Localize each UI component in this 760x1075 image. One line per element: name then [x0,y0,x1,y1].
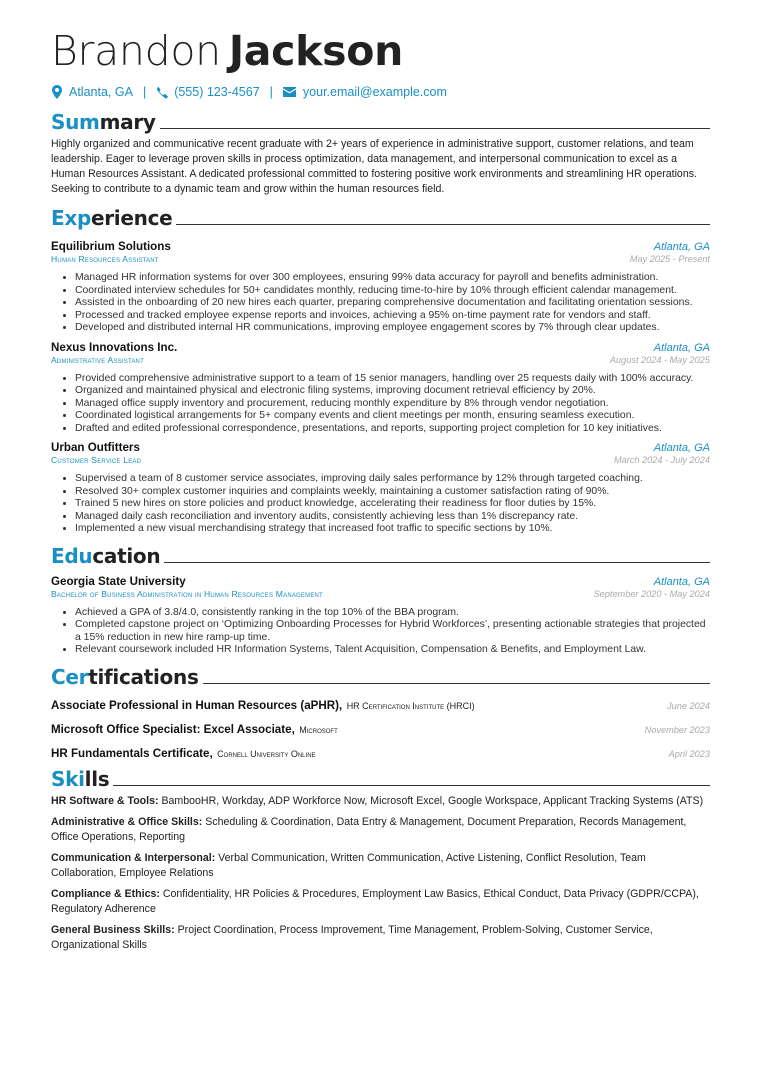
experience-entry [51,441,710,536]
location-text: Atlanta, GA [69,85,133,99]
skill-label: Communication & Interpersonal: [51,851,216,864]
certification-date: November 2023 [644,724,710,735]
entry-dates: May 2025 - Present [629,254,710,264]
skill-group [51,851,710,881]
summary-heading: Summary [51,111,710,133]
list-item: • Supervised a team of 8 customer service associates, improving daily sales performance by 12% through targeted coaching. [75,473,710,486]
skill-list: Scheduling & Coordination, Data Entry & Management, Document Preparation, Records Management, Office Operations, Reporting [51,815,687,843]
list-item: • Managed HR information systems for over 300 employees, ensuring 99% data accuracy for payroll and benefits administration. [75,272,710,285]
entry-location: Atlanta, GA [653,241,710,253]
section-rule [176,224,710,225]
certification-issuer: Microsoft [299,724,338,735]
entry-location: Atlanta, GA [653,575,710,588]
list-item: • Organized and maintained physical and electronic filing systems, improving document retrieval efficiency by 20%. [75,385,710,398]
list-item: • Resolved 30+ complex customer inquiries and complaints weekly, maintaining a customer satisfaction rating of 90%. [75,486,710,499]
contact-separator: | [142,85,147,99]
job-title: Administrative Assistant [51,354,144,365]
job-title: Customer Service Lead [51,455,142,465]
email-link[interactable]: your.email@example.com [302,85,447,99]
certification-name: Microsoft Office Specialist: Excel Associate [51,722,292,736]
entry-dates: September 2020 - May 2024 [593,588,710,599]
section-rule [203,683,710,684]
certification-issuer: Cornell University Online [217,748,316,759]
school-name: Georgia State University [51,574,186,588]
skills-heading: Skills [51,768,710,790]
achievement-list [51,473,710,536]
section-rule [113,785,710,786]
achievement-list [51,607,710,657]
skill-label: Compliance & Ethics: [51,887,160,900]
certification-item: HR Fundamentals Certificate, Cornell University Online April 2023 [51,746,710,760]
skill-label: Administrative & Office Skills: [51,815,203,828]
achievement-list [51,373,710,436]
list-item: • Implemented a new visual merchandising strategy that increased foot traffic to specific sections by 10%. [75,523,710,536]
summary-text: Highly organized and communicative recent graduate with 2+ years of experience in administrative support, customer relations, and team leadership. Eager to leverage proven skills in process optimization, data management, and interpersonal communication to excel as a Human Resources Assistant. A dedicated professional committed to fostering positive work environments and streamlining HR operations. Seeking to contribute to a dynamic team and grow within the human resources field. [51,138,697,195]
job-title: Human Resources Assistant [51,254,159,264]
contact-separator: | [269,85,273,99]
skill-group [51,923,710,953]
employer-name: Equilibrium Solutions [51,240,171,253]
degree-title: Bachelor of Business Administration in Human Resources Management [51,588,323,599]
list-item: • Drafted and edited professional correspondence, presentations, and reports, supporting project completion for 10 key initiatives. [75,423,710,436]
achievement-list [51,272,710,335]
contact-line [51,85,710,99]
certification-date: April 2023 [668,748,710,759]
skill-group [51,815,710,845]
education-entry [51,575,710,657]
certification-item: Associate Professional in Human Resources (aPHR), HR Certification Institute (HRCI) June 2024 [51,698,710,712]
skill-label: HR Software & Tools: [51,794,159,807]
list-item: • Managed office supply inventory and procurement, reducing monthly expenditure by 8% through vendor negotiation. [75,398,710,411]
list-item: • Processed and tracked employee expense reports and invoices, achieving a 95% on-time payment rate for vendors and staff. [75,310,710,323]
section-rule [164,562,710,563]
list-item: • Coordinated logistical arrangements for 5+ company events and client meetings per month, ensuring seamless execution. [75,410,710,423]
entry-dates: August 2024 - May 2025 [609,354,710,365]
skill-group [51,887,710,917]
employer-name: Nexus Innovations Inc. [51,340,178,354]
skill-list: Confidentiality, HR Policies & Procedures, Employment Law Basics, Ethical Conduct, Data Privacy (GDPR/CCPA), Regulatory Adherence [51,887,699,915]
phone-icon [156,85,168,99]
map-marker-icon [51,85,63,99]
entry-location: Atlanta, GA [653,442,710,454]
section-rule [160,128,710,129]
list-item: • Coordinated interview schedules for 50+ candidates monthly, reducing time-to-hire by 10% through efficient calendar management. [75,285,710,298]
education-heading: Education [51,545,710,567]
certification-item: Microsoft Office Specialist: Excel Associate, Microsoft November 2023 [51,722,710,736]
list-item: • Trained 5 new hires on store policies and product knowledge, accelerating their readiness for floor duties by 15%. [75,498,710,511]
experience-entry [51,341,710,436]
certification-name: Associate Professional in Human Resources (aPHR) [51,698,339,712]
envelope-icon [283,85,297,99]
experience-entry [51,240,710,335]
list-item: • Provided comprehensive administrative support to a team of 15 senior managers, handling over 25 requests daily with 100% accuracy. [75,373,710,386]
list-item: • Developed and distributed internal HR communications, improving employee engagement scores by 7% through clear updates. [75,322,710,335]
skill-list: Verbal Communication, Written Communication, Active Listening, Conflict Resolution, Team Collaboration, Employee Relations [51,851,646,879]
certification-issuer: HR Certification Institute (HRCI) [346,700,475,711]
certifications-heading: Certifications [51,666,710,688]
skill-group [51,794,710,809]
candidate-name [51,28,710,74]
entry-dates: March 2024 - July 2024 [613,455,710,465]
skill-list: Project Coordination, Process Improvement, Time Management, Problem-Solving, Customer Service, Organizational Skills [51,923,653,951]
list-item: • Relevant coursework included HR Information Systems, Talent Acquisition, Compensation & Benefits, and Employment Law. [75,644,710,657]
first-name: Brandon [51,27,221,75]
list-item: • Completed capstone project on ‘Optimizing Onboarding Processes for Hybrid Workforces’, presenting actionable strategies that projected a 15% reduction in new hire ramp-up time. [75,619,710,644]
list-item: • Assisted in the onboarding of 20 new hires each quarter, preparing comprehensive documentation and facilitating orientation sessions. [75,297,710,310]
list-item: • Achieved a GPA of 3.8/4.0, consistently ranking in the top 10% of the BBA program. [75,607,710,620]
list-item: • Managed daily cash reconciliation and inventory audits, consistently achieving less than 1% discrepancy rate. [75,511,710,524]
last-name: Jackson [228,27,403,75]
entry-location: Atlanta, GA [653,341,710,354]
skill-list: BambooHR, Workday, ADP Workforce Now, Microsoft Excel, Google Workspace, Applicant Tracking Systems (ATS) [161,794,704,807]
skill-label: General Business Skills: [51,923,175,936]
certification-date: June 2024 [667,700,710,711]
experience-heading: Experience [51,207,710,229]
phone-text: (555) 123-4567 [174,85,260,99]
employer-name: Urban Outfitters [51,441,140,454]
certification-name: HR Fundamentals Certificate [51,746,210,760]
